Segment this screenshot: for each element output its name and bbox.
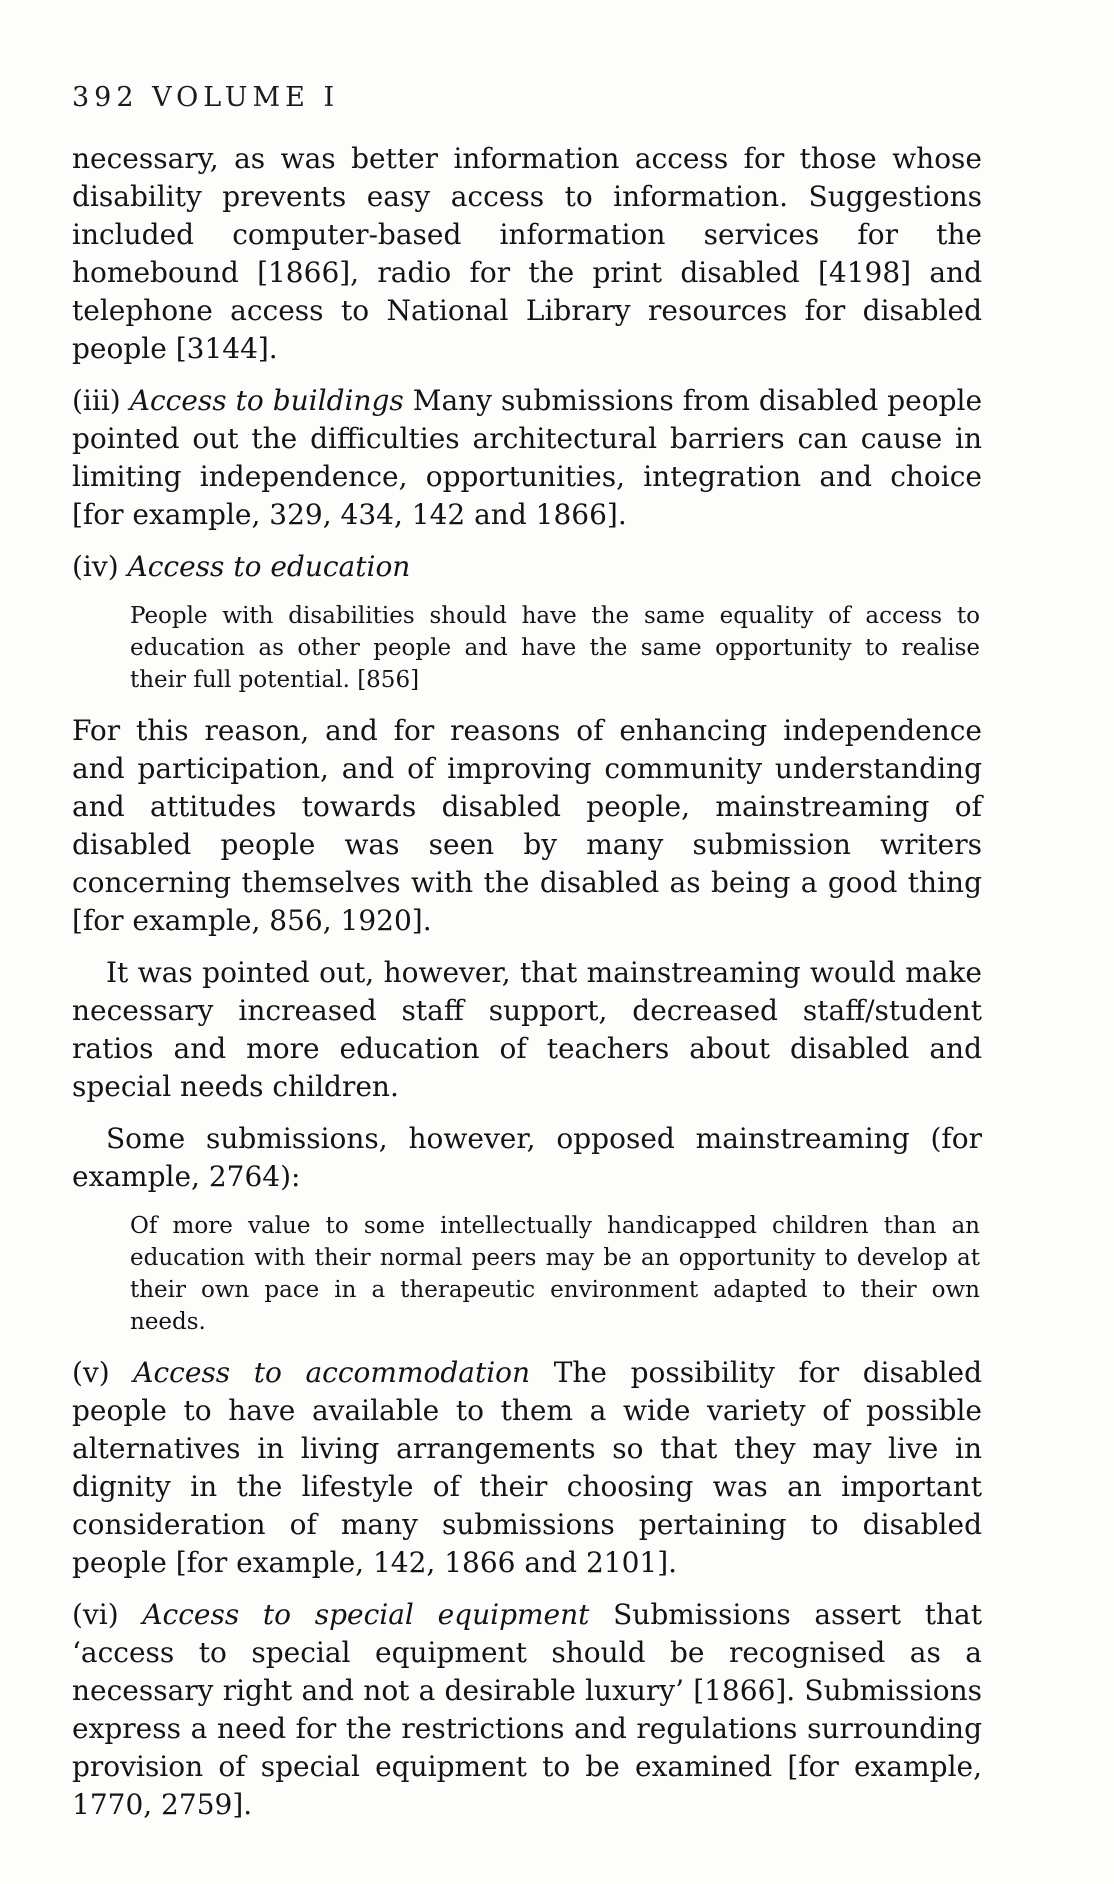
section-number: (v) [72, 1356, 110, 1389]
volume-label: VOLUME I [152, 82, 340, 113]
section-number: (iii) [72, 384, 121, 417]
section-text: Many submissions from disabled people pointed out the difficulties architectural barriers can cause in limiting independence, opportunities, integration and choice [for example, 329, 434, 142 and 1866]. [72, 384, 983, 531]
block-quote-therapeutic: Of more value to some intellectually handicapped children than an education with their normal peers may be an opportunity to develop at their own pace in a therapeutic environment adapted to their own needs. [130, 1213, 980, 1335]
section-access-to-buildings [72, 382, 982, 534]
page-number: 392 [72, 82, 139, 113]
section-access-to-education [72, 548, 982, 586]
section-access-to-special-equipment [72, 1596, 982, 1824]
paragraph-mainstreaming: For this reason, and for reasons of enhancing independence and participation, and of improving community understanding and attitudes towards disabled people, mainstreaming of disabled people was seen by many submission writers concerning themselves with the disabled as being a good thing [for example, 856, 1920]. [72, 714, 982, 937]
section-text: The possibility for disabled people to have available to them a wide variety of possible alternatives in living arrangements so that they may live in dignity in the lifestyle of their choosing was an important consideration of many submissions pertaining to disabled people [for example, 142, 1866 and 2101]. [72, 1356, 983, 1579]
paragraph-information-access: necessary, as was better information access for those whose disability prevents easy access to information. Suggestions included computer-based information services for the homebound [1866], radio for the print disabled [4198] and telephone access to National Library resources for disabled people [3144]. [72, 142, 982, 365]
section-access-to-accommodation [72, 1354, 982, 1582]
section-number: (iv) [72, 550, 119, 583]
page-body [72, 140, 982, 1838]
paragraph-opposed: Some submissions, however, opposed mainstreaming (for example, 2764): [72, 1122, 982, 1193]
section-heading: Access to accommodation [133, 1356, 531, 1389]
section-heading: Access to education [127, 550, 411, 583]
paragraph-staff-support: It was pointed out, however, that mainstreaming would make necessary increased staff support, decreased staff/student ratios and more education of teachers about disabled and special needs children. [72, 956, 982, 1103]
section-text: Submissions assert that ‘access to special equipment should be recognised as a necessary right and not a desirable luxury’ [1866]. Submissions express a need for the restrictions and regulations surrounding provision of special equipment to be examined [for example, 1770, 2759]. [72, 1598, 982, 1821]
section-heading: Access to special equipment [142, 1598, 590, 1631]
section-heading: Access to buildings [129, 384, 404, 417]
section-number: (vi) [72, 1598, 119, 1631]
block-quote-education: People with disabilities should have the same equality of access to education as other people and have the same opportunity to realise their full potential. [856] [130, 603, 980, 693]
running-header [72, 82, 339, 113]
